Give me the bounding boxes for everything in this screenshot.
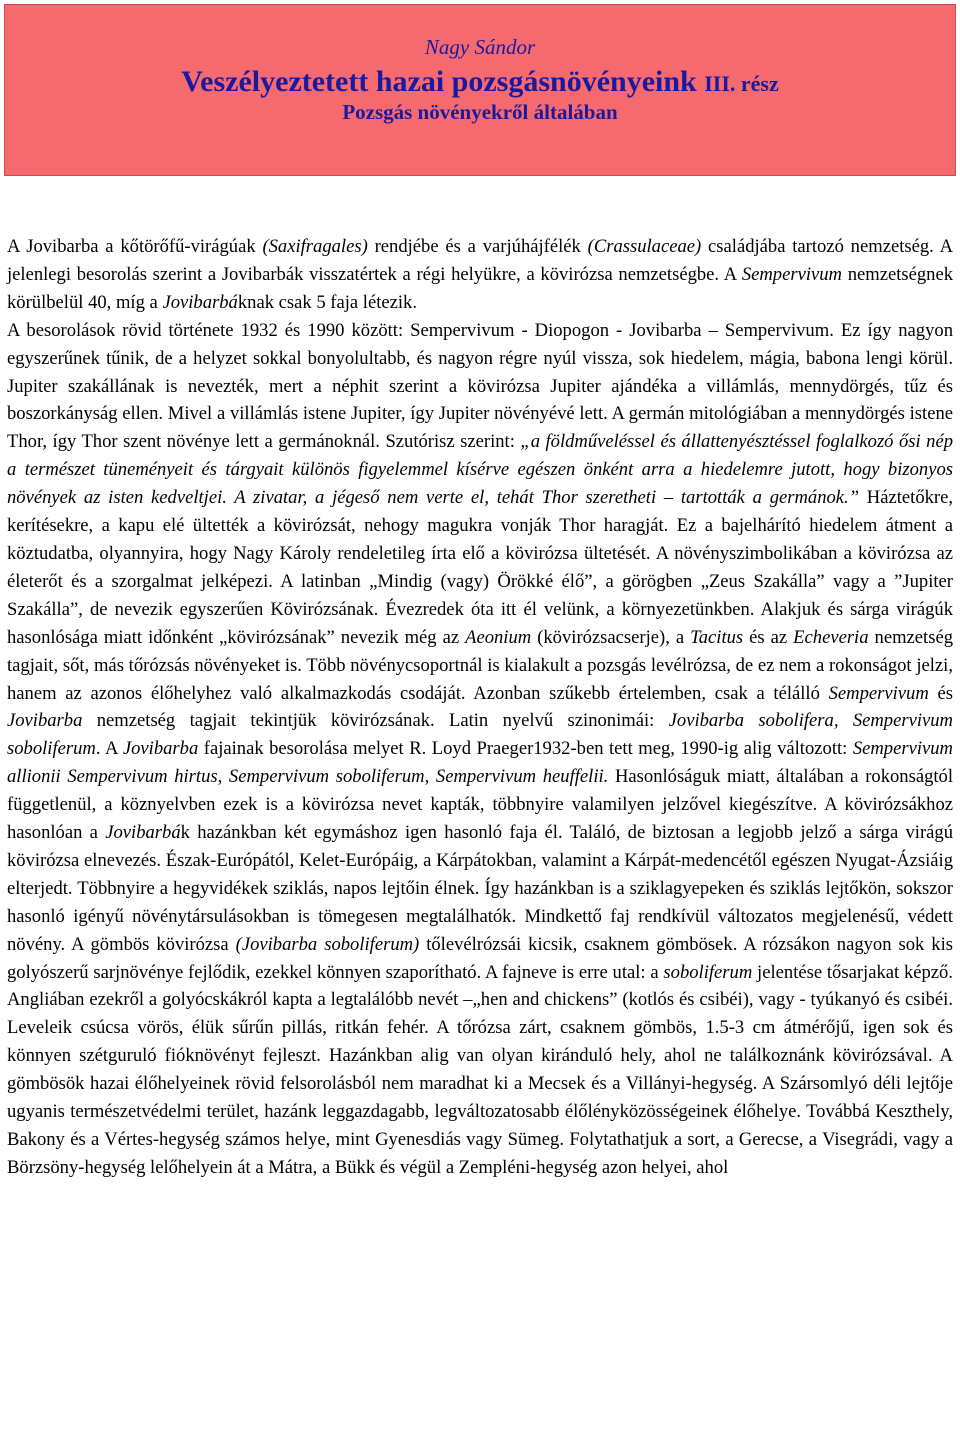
text-run: tőlevélrózsái kicsik, csaknem gömbösek. A rózsákon nagyon sok kis golyószerű sarjnövénye fejlődik, ezekkel könnyen szaporítható. A fajneve is erre utal: a — [7, 933, 953, 983]
paragraph-history — [7, 317, 953, 1182]
italic-text: Jovibarba sobolifera, Sempervivum soboliferum — [7, 710, 953, 760]
italic-text: (Crassulaceae) — [587, 236, 702, 257]
article-subtitle: Pozsgás növényekről általában — [342, 100, 618, 124]
italic-text: Jovibarbá — [105, 822, 181, 844]
text-run: (kövirózsacserje), a — [531, 626, 691, 648]
italic-text: soboliferum — [663, 961, 753, 983]
italic-text: Echeveria — [793, 626, 869, 648]
italic-text: Jovibarba — [122, 738, 199, 760]
text-run: rendjébe és a varjúhájfélék — [367, 236, 588, 257]
italic-text: Jovibarba — [7, 710, 83, 732]
author-name: Nagy Sándor — [424, 35, 536, 59]
text-run: knak csak 5 faja létezik. — [237, 291, 417, 313]
italic-text: (Jovibarba soboliferum) — [235, 933, 420, 955]
article-body — [7, 233, 953, 1182]
text-run: és az — [743, 626, 794, 648]
text-run: és — [928, 682, 954, 704]
text-run: jelentése tősarjakat képző. Angliában ezekről a golyócskákról kapta a legtalálóbb nevét –„hen and chickens” (kotlós és csibéi), vagy - tyúkanyó és csibéi. Leveleik csúcsa vörös, élük sűrűn pillás, ritkán fehér. A tőrózsa zárt, csaknem gömbös, 1.5-3 cm átmérőjű, igen sok és könnyen szétguruló fióknövényt fejleszt. Hazánkban alig van olyan kiránduló hely, ahol ne találkoznánk kövirózsával. A gömbösök hazai élőhelyeinek rövid felsorolásból nem maradhat ki a Mecsek és a Villányi-hegység. A Szársomlyó déli lejtője ugyanis természetvédelmi terület, hazánk leggazdagabb, legváltozatosabb élőlényközösségeinek élőhelye. Továbbá Keszthely, Bakony és a Vértes-hegység számos helye, mint Gyenesdiás vagy Sümeg. Folytathatjuk a sort, a Gerecse, a Visegrádi, vagy a Börzsöny-hegység lelőhelyein át a Mátra, a Bükk és végül a Zempléni-hegység azon helyei, ahol — [7, 961, 954, 1178]
text-run: nemzetségnek körülbelül 40, míg a — [7, 263, 954, 313]
italic-text: Jovibarbá — [162, 291, 238, 313]
text-run: fajainak besorolása melyet R. Loyd Praeger1932-ben tett meg, 1990-ig alig változott: — [198, 738, 853, 760]
paragraph-intro — [7, 233, 953, 317]
text-run: Háztetőkre, kerítésekre, a kapu elé ültették a kövirózsát, nehogy magukra vonják Thor haragját. Ez a bajelhárító hiedelem átment a köztudatba, olyannyira, hogy Nagy Károly rendeletileg írta elő a kövirózsa ültetését. A növényszimbolikában a kövirózsa az életerőt és a szorgalmat jelképezi. A latinban „Mindig (vagy) Örökké élő”, a görögben „Zeus Szakálla” vagy a ”Jupiter Szakálla”, de nevezik egyszerűen Kövirózsának. Évezredek óta itt él velünk, a környezetünkben. Alakjuk és sárga virágúk hasonlósága miatt időnként „kövirózsának” nevezik még az — [7, 487, 954, 648]
italic-text: Sempervivum allionii Sempervivum hirtus, Sempervivum soboliferum, Sempervivum heuffelii. — [7, 738, 953, 788]
italic-text: „a földműveléssel és állattenyésztéssel foglalkozó ősi nép a természet tüneményeit és tárgyait különös figyelemmel kísérve egészen önként arra a hiedelemre jutott, hogy bizonyos növények az isten kedveltjei. A zivatar, a jégeső nem verte el, tehát Thor szeretheti – tartották a germánok.” — [7, 431, 954, 509]
italic-text: (Saxifragales) — [262, 236, 368, 257]
text-run: nemzetség tagjait tekintjük kövirózsának. Latin nyelvű szinonimái: — [82, 710, 669, 732]
article-title — [5, 65, 955, 99]
article-title-main: Veszélyeztetett hazai pozsgásnövényeink — [181, 65, 705, 98]
text-run: A besorolások rövid története 1932 és 1990 között: Sempervivum - Diopogon - Jovibarba – Sempervivum. Ez így nagyon egyszerűnek tűnik, de a helyzet sokkal bonyolultabb, és nagyon régre nyúl vissza, sok hiedelem, mágia, babona lengi körül. Jupiter szakállának is nevezték, mert a néphit szerint a kövirózsa Jupiter ajándéka a villámlás, mennydörgés, tűz és boszorkányság ellen. Mivel a villámlás istene Jupiter, így Jupiter növényévé lett. A germán mitológiában a mennydörgés istene Thor, így Thor szent növénye lett a germánoknál. Szutórisz szerint: — [7, 319, 953, 453]
article-title-part: III. rész — [704, 71, 779, 96]
italic-text: Tacitus — [690, 626, 744, 648]
italic-text: Aeonium — [465, 626, 532, 648]
title-banner — [4, 4, 956, 176]
text-run: A Jovibarba a kőtörőfű-virágúak — [7, 236, 263, 257]
text-run: családjába tartozó nemzetség. A jelenlegi besorolás szerint a Jovibarbák visszatértek a régi helyükre, a kövirózsa nemzetségbe. A — [7, 236, 954, 285]
text-run: nemzetség tagjait, sőt, más tőrózsás növényeket is. Több növénycsoportnál is kialakult a pozsgás levélrózsa, de ez nem a rokonságot jelzi, hanem az azonos élőhelyhez való alkalmazkodás csodáját. Azonban szűkebb értelemben, csak a télálló — [7, 626, 953, 704]
text-run: . A — [95, 738, 123, 760]
text-run: Hasonlóságuk miatt, általában a rokonságtól függetlenül, a köznyelvben ezek is a kövirózsa nevet kapták, többnyire valamilyen jelzővel kiegészítve. A kövirózsákhoz hasonlóan a — [7, 766, 954, 844]
italic-text: Sempervivum — [741, 263, 842, 285]
italic-text: Sempervivum — [828, 682, 929, 704]
text-run: k hazánkban két egymáshoz igen hasonló faja él. Találó, de biztosan a legjobb jelző a sárga virágú kövirózsa elnevezés. Észak-Európától, Kelet-Európáig, a Kárpátokban, valamint a Kárpát-medencétől egészen Nyugat-Ázsiáig elterjedt. Többnyire a hegyvidékek sziklás, napos lejtőin élnek. Így hazánkban is a sziklagyepeken és sziklás lejtőkön, sokszor hasonló igényű növénytársulásokban is tömegesen megtalálhatók. Mindkettő faj rendkívül változatos megjelenésű, védett növény. A gömbös kövirózsa — [7, 822, 954, 955]
